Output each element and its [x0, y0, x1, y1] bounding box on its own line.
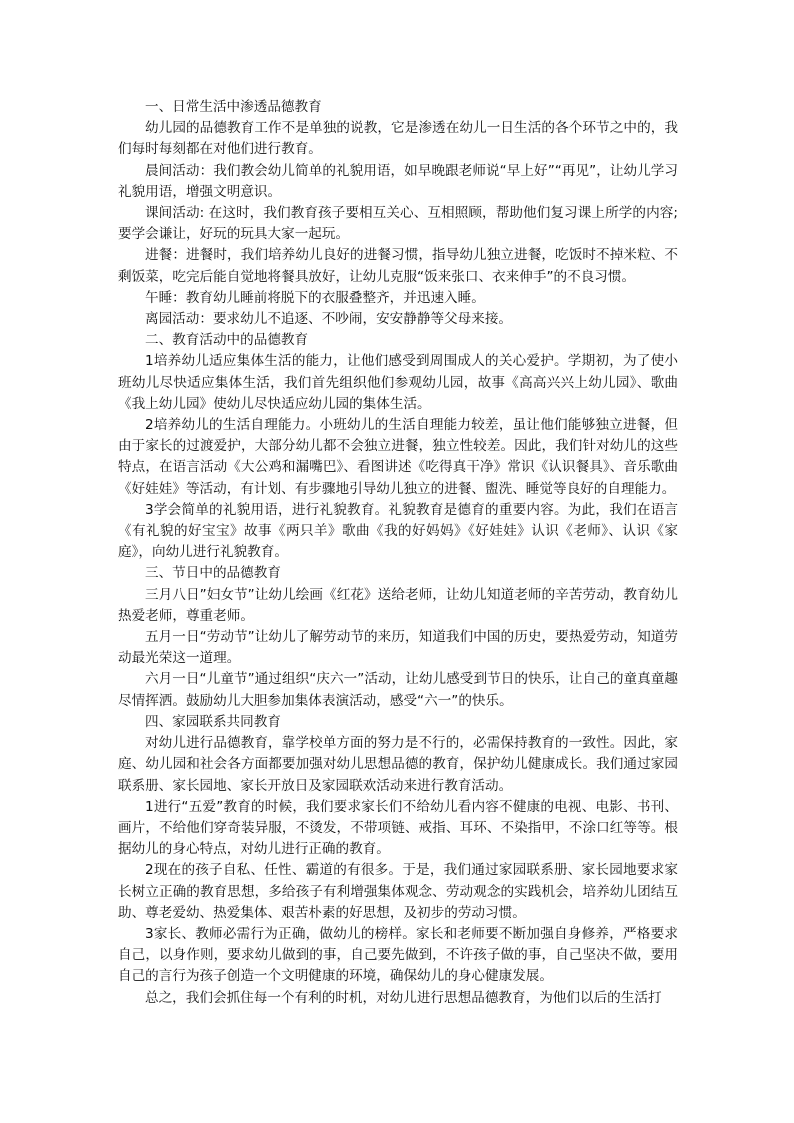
- paragraph-home-school-intro: 对幼儿进行品德教育，靠学校单方面的努力是不行的，必需保持教育的一致性。因此，家庭、幼儿园和社会各方面都要加强对幼儿思想品德的教育，保护幼儿健康成长。我们通过家园联系册、家长园地、家长开放日及家园联欢活动来进行教育活动。: [118, 735, 678, 794]
- paragraph-five-loves: 1进行“五爱”教育的时候，我们要求家长们不给幼儿看内容不健康的电视、电影、书刊、画片，不给他们穿奇装异服，不烫发，不带项链、戒指、耳环、不染指甲，不涂口红等等。根据幼儿的身心特点，对幼儿进行正确的教育。: [118, 798, 678, 858]
- paragraph-selfish-children: 2现在的孩子自私、任性、霸道的有很多。于是，我们通过家园联系册、家长园地要求家长树立正确的教育思想，多给孩子有利增强集体观念、劳动观念的实践机会，培养幼儿团结互助、尊老爱幼、热爱集体、艰苦朴素的好思想，及初步的劳动习惯。: [118, 862, 678, 921]
- paragraph-group-life: 1培养幼儿适应集体生活的能力，让他们感受到周围成人的关心爱护。学期初，为了使小班幼儿尽快适应集体生活，我们首先组织他们参观幼儿园，故事《高高兴兴上幼儿园》、歌曲《我上幼儿园》使幼儿尽快适应幼儿园的集体生活。: [118, 353, 678, 412]
- paragraph-self-care: 2培养幼儿的生活自理能力。小班幼儿的生活自理能力较差，虽让他们能够独立进餐，但由于家长的过渡爱护，大部分幼儿都不会独立进餐，独立性较差。因此，我们针对幼儿的这些特点，在语言活动《大公鸡和漏嘴巴》、看图讲述《吃得真干净》常识《认识餐具》、音乐歌曲《好娃娃》等活动，有计划、有步骤地引导幼儿独立的进餐、盥洗、睡觉等良好的自理能力。: [118, 417, 678, 497]
- document-page: [118, 97, 678, 1009]
- paragraph-break-activity: 课间活动: 在这时，我们教育孩子要相互关心、互相照顾，帮助他们复习课上所学的内容;要学会谦让，好玩的玩具大家一起玩。: [118, 205, 678, 243]
- paragraph-polite-language: 3学会简单的礼貌用语，进行礼貌教育。礼貌教育是德育的重要内容。为此，我们在语言《有礼貌的好宝宝》故事《两只羊》歌曲《我的好妈妈》《好娃娃》认识《老师》、认识《家庭》，向幼儿进行礼貌教育。: [118, 501, 678, 561]
- paragraph-leaving: 离园活动：要求幼儿不追逐、不吵闹，安安静静等父母来接。: [145, 311, 513, 328]
- paragraph-intro: 幼儿园的品德教育工作不是单独的说教，它是渗透在幼儿一日生活的各个环节之中的，我们每时每刻都在对他们进行教育。: [118, 120, 678, 158]
- paragraph-childrens-day: 六月一日“儿童节”通过组织“庆六一”活动，让幼儿感受到节日的快乐，让自己的童真童趣尽情挥洒。鼓励幼儿大胆参加集体表演活动，感受“六一”的快乐。: [118, 671, 678, 709]
- paragraph-morning-activity: 晨间活动：我们教会幼儿简单的礼貌用语，如早晚跟老师说“早上好”“再见”，让幼儿学习礼貌用语，增强文明意识。: [118, 162, 678, 200]
- section-heading-educational-activities: 二、教育活动中的品德教育: [145, 332, 309, 349]
- section-heading-daily-life: 一、日常生活中渗透品德教育: [145, 99, 322, 115]
- paragraph-conclusion: 总之，我们会抓住每一个有利的时机，对幼儿进行思想品德教育，为他们以后的生活打: [145, 989, 662, 1006]
- section-heading-home-school: 四、家园联系共同教育: [145, 713, 281, 730]
- paragraph-womens-day: 三月八日”妇女节”让幼儿绘画《红花》送给老师，让幼儿知道老师的辛苦劳动，教育幼儿热爱老师，尊重老师。: [118, 586, 678, 624]
- paragraph-meals: 进餐：进餐时，我们培养幼儿良好的进餐习惯，指导幼儿独立进餐，吃饭时不掉米粒、不剩饭菜，吃完后能自觉地将餐具放好，让幼儿克服“饭来张口、衣来伸手”的不良习惯。: [118, 247, 678, 285]
- paragraph-nap: 午睡：教育幼儿睡前将脱下的衣服叠整齐，并迅速入睡。: [145, 289, 485, 306]
- section-heading-festivals: 三、节日中的品德教育: [145, 565, 281, 582]
- paragraph-labor-day: 五月一日“劳动节”让幼儿了解劳动节的来历，知道我们中国的历史，要热爱劳动，知道劳动最光荣这一道理。: [118, 629, 678, 667]
- paragraph-role-models: 3家长、教师必需行为正确，做幼儿的榜样。家长和老师要不断加强自身修养，严格要求自己，以身作则，要求幼儿做到的事，自己要先做到，不许孩子做的事，自己坚决不做，要用自己的言行为孩子创造一个文明健康的环境，确保幼儿的身心健康发展。: [118, 925, 678, 985]
